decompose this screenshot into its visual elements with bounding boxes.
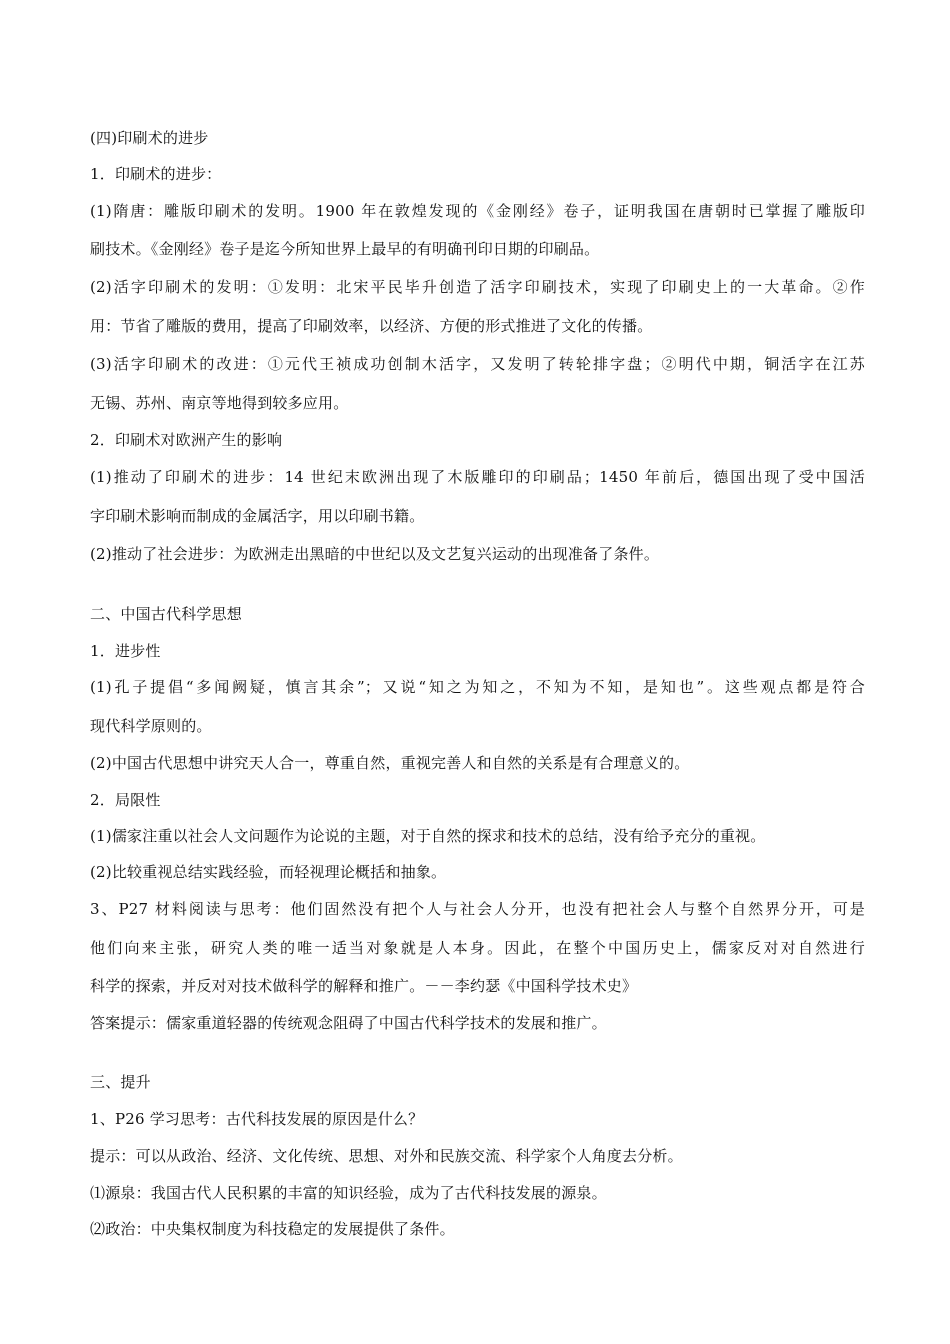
section-heading-printing: (四)印刷术的进步 [90,129,209,147]
paragraph-line: 刷技术。《金刚经》卷子是迄今所知世界上最早的有明确刊印日期的印刷品。 [90,240,600,258]
paragraph-line: ⑴源泉：我国古代人民积累的丰富的知识经验，成为了古代科技发展的源泉。 [90,1184,607,1202]
paragraph-line: (2)比较重视总结实践经验，而轻视理论概括和抽象。 [90,863,447,881]
section-heading-science-thought: 二、中国古代科学思想 [90,605,243,623]
paragraph-line: (2)推动了社会进步：为欧洲走出黑暗的中世纪以及文艺复兴运动的出现准备了条件。 [90,545,660,563]
paragraph-line: ⑵政治：中央集权制度为科技稳定的发展提供了条件。 [90,1220,455,1238]
paragraph-line: (2)活字印刷术的发明：①发明：北宋平民毕升创造了活字印刷技术，实现了印刷史上的一大革命。②作 [90,278,865,296]
paragraph-line: 科学的探索，并反对对技术做科学的解释和推广。－－李约瑟《中国科学技术史》 [90,977,638,995]
paragraph-line: 无锡、苏州、南京等地得到较多应用。 [90,394,349,412]
subheading: 2．局限性 [90,791,161,809]
paragraph-line: (1)推动了印刷术的进步：14 世纪末欧洲出现了木版雕印的印刷品；1450 年前后，德国出现了受中国活 [90,468,865,486]
paragraph-line: (1)隋唐：雕版印刷术的发明。1900 年在敦煌发现的《金刚经》卷子，证明我国在唐朝时已掌握了雕版印 [90,202,865,220]
paragraph-line: 1、P26 学习思考：古代科技发展的原因是什么？ [90,1110,424,1128]
answer-hint: 答案提示：儒家重道轻器的传统观念阻碍了中国古代科学技术的发展和推广。 [90,1014,607,1032]
paragraph-line: (1)儒家注重以社会人文问题作为论说的主题，对于自然的探求和技术的总结，没有给予充分的重视。 [90,827,766,845]
paragraph-line: 3、P27 材料阅读与思考：他们固然没有把个人与社会人分开，也没有把社会人与整个自然界分开，可是 [90,900,865,918]
paragraph-line: (1)孔子提倡“多闻阙疑，慎言其余”；又说“知之为知之，不知为不知，是知也”。这些观点都是符合 [90,678,865,696]
subheading: 2．印刷术对欧洲产生的影响 [90,431,283,449]
paragraph-line: 现代科学原则的。 [90,717,212,735]
subheading: 1．印刷术的进步： [90,165,222,183]
paragraph-line: 他们向来主张，研究人类的唯一适当对象就是人本身。因此，在整个中国历史上，儒家反对对自然进行 [90,939,865,957]
paragraph-line: 字印刷术影响而制成的金属活字，用以印刷书籍。 [90,507,425,525]
paragraph-line: (3)活字印刷术的改进：①元代王祯成功创制木活字，又发明了转轮排字盘；②明代中期，铜活字在江苏 [90,355,865,373]
subheading: 1．进步性 [90,642,161,660]
paragraph-line: 提示：可以从政治、经济、文化传统、思想、对外和民族交流、科学家个人角度去分析。 [90,1147,683,1165]
paragraph-line: (2)中国古代思想中讲究天人合一，尊重自然，重视完善人和自然的关系是有合理意义的。 [90,754,690,772]
section-heading-improve: 三、提升 [90,1073,151,1091]
paragraph-line: 用：节省了雕版的费用，提高了印刷效率，以经济、方便的形式推进了文化的传播。 [90,317,653,335]
